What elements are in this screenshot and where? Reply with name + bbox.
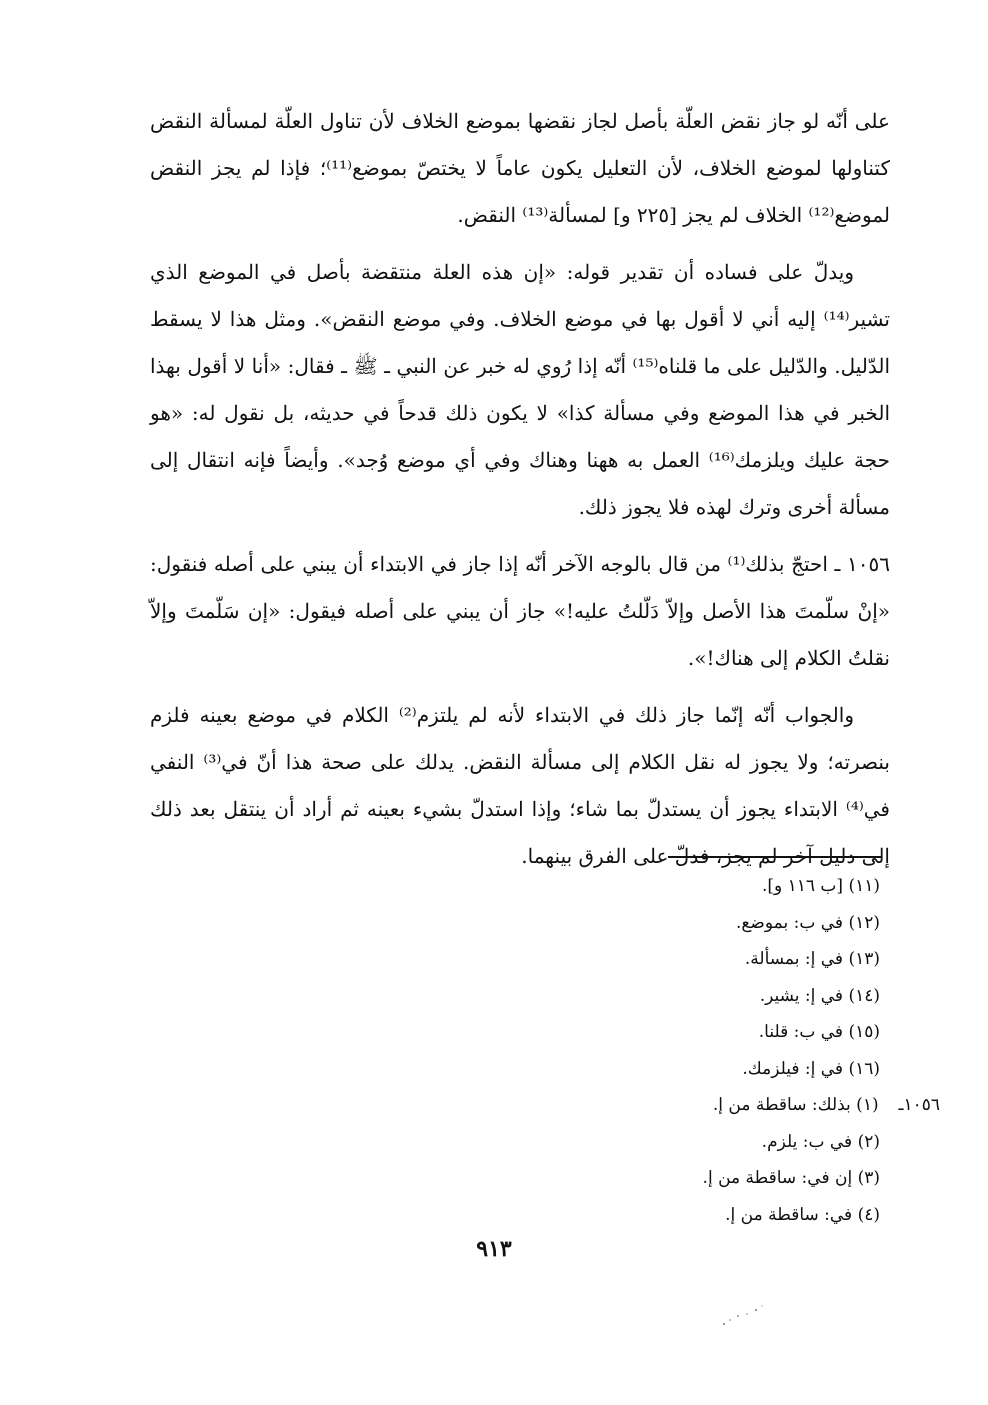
main-text — [150, 98, 890, 890]
footnote-text: (١٥) في ب: قلنا. — [758, 1022, 880, 1042]
footnote-1056-2 — [460, 1124, 880, 1161]
footnote-text: (٤) في: ساقطة من إ. — [725, 1204, 880, 1225]
footnote-text: (١٢) في ب: بموضع. — [735, 912, 880, 933]
footnote-text: (١١) [ب ١١٦ و]. — [761, 876, 880, 896]
page-number: ٩١٣ — [476, 1236, 512, 1262]
paragraph-4: والجواب أنّه إنّما جاز ذلك في الابتداء لأنه لم يلتزم⁽²⁾ الكلام في موضع بعينه فلزم بنصرته؛ ولا يجوز له نقل الكلام إلى مسألة النقض. يدلك على صحة هذا أنّ في⁽³⁾ النفي في⁽⁴⁾ الابتداء يجوز أن يستدلّ بما شاء؛ وإذا استدلّ بشيء بعينه ثم أراد أن ينتقل بعد ذلك إلى دليل آخر لم يجز، فدلّ على الفرق بينهما. — [150, 703, 891, 868]
footnote-text: (٢) في ب: يلزم. — [761, 1131, 880, 1152]
footnote-text: (٣) إن في: ساقطة من إ. — [702, 1168, 880, 1188]
footnote-separator — [668, 856, 882, 858]
footnote-1056-4 — [460, 1197, 880, 1234]
footnote-text: (١٤) في إ: يشير. — [759, 985, 880, 1006]
footnote-14 — [460, 978, 880, 1015]
footnote-text: (١٣) في إ: بمسألة. — [744, 949, 880, 969]
footnote-16 — [460, 1051, 880, 1088]
scan-specks — [716, 1296, 776, 1336]
footnote-15 — [460, 1014, 880, 1051]
paragraph-3-section-1056: ١٠٥٦ ـ احتجّ بذلك⁽¹⁾ من قال بالوجه الآخر أنّه إذا جاز في الابتداء أن يبني على أصله فنقول: «إنْ سلّمتَ هذا الأصل وإلاّ دَلّلتُ عليه!» جاز أن يبني على أصله فيقول: «إن سَلّمتَ وإلاّ نقلتُ الكلام إلى هناك!». — [150, 552, 890, 670]
footnote-section-label: ١٠٥٦ـ — [898, 1095, 940, 1115]
paragraph-2: ويدلّ على فساده أن تقدير قوله: «إن هذه العلة منتقضة بأصل في الموضع الذي تشير⁽¹⁴⁾ إليه أني لا أقول بها في موضع الخلاف. وفي موضع النقض». ومثل هذا لا يسقط الدّليل. والدّليل على ما قلناه⁽¹⁵⁾ أنّه إذا رُوي له خبر عن النبي ـ ﷺ ـ فقال: «أنا لا أقول بهذا الخبر في هذا الموضع وفي مسألة كذا» لا يكون ذلك قدحاً في حديثه، بل نقول له: «هو حجة عليك ويلزمك⁽¹⁶⁾ العمل به ههنا وهناك وفي أي موضع وُجد». وأيضاً فإنه انتقال إلى مسألة أخرى وترك لهذه فلا يجوز ذلك. — [150, 260, 891, 519]
footnote-text: (١) بذلك: ساقطة من إ. — [712, 1095, 879, 1115]
paragraph-1: على أنّه لو جاز نقض العلّة بأصل لجاز نقضها بموضع الخلاف لأن تناول العلّة لمسألة النقض كتناولها لموضع الخلاف، لأن التعليل يكون عاماً لا يختصّ بموضع⁽¹¹⁾؛ فإذا لم يجز النقض لموضع⁽¹²⁾ الخلاف لم يجز [٢٢٥ و] لمسألة⁽¹³⁾ النقض. — [150, 109, 890, 227]
footnote-11 — [460, 868, 880, 905]
footnotes-list — [460, 868, 940, 1233]
footnote-12 — [460, 905, 880, 942]
footnote-1056-1 — [460, 1087, 940, 1124]
footnote-1056-3 — [460, 1160, 880, 1197]
footnote-13 — [460, 941, 880, 978]
footnote-text: (١٦) في إ: فيلزمك. — [742, 1058, 880, 1079]
